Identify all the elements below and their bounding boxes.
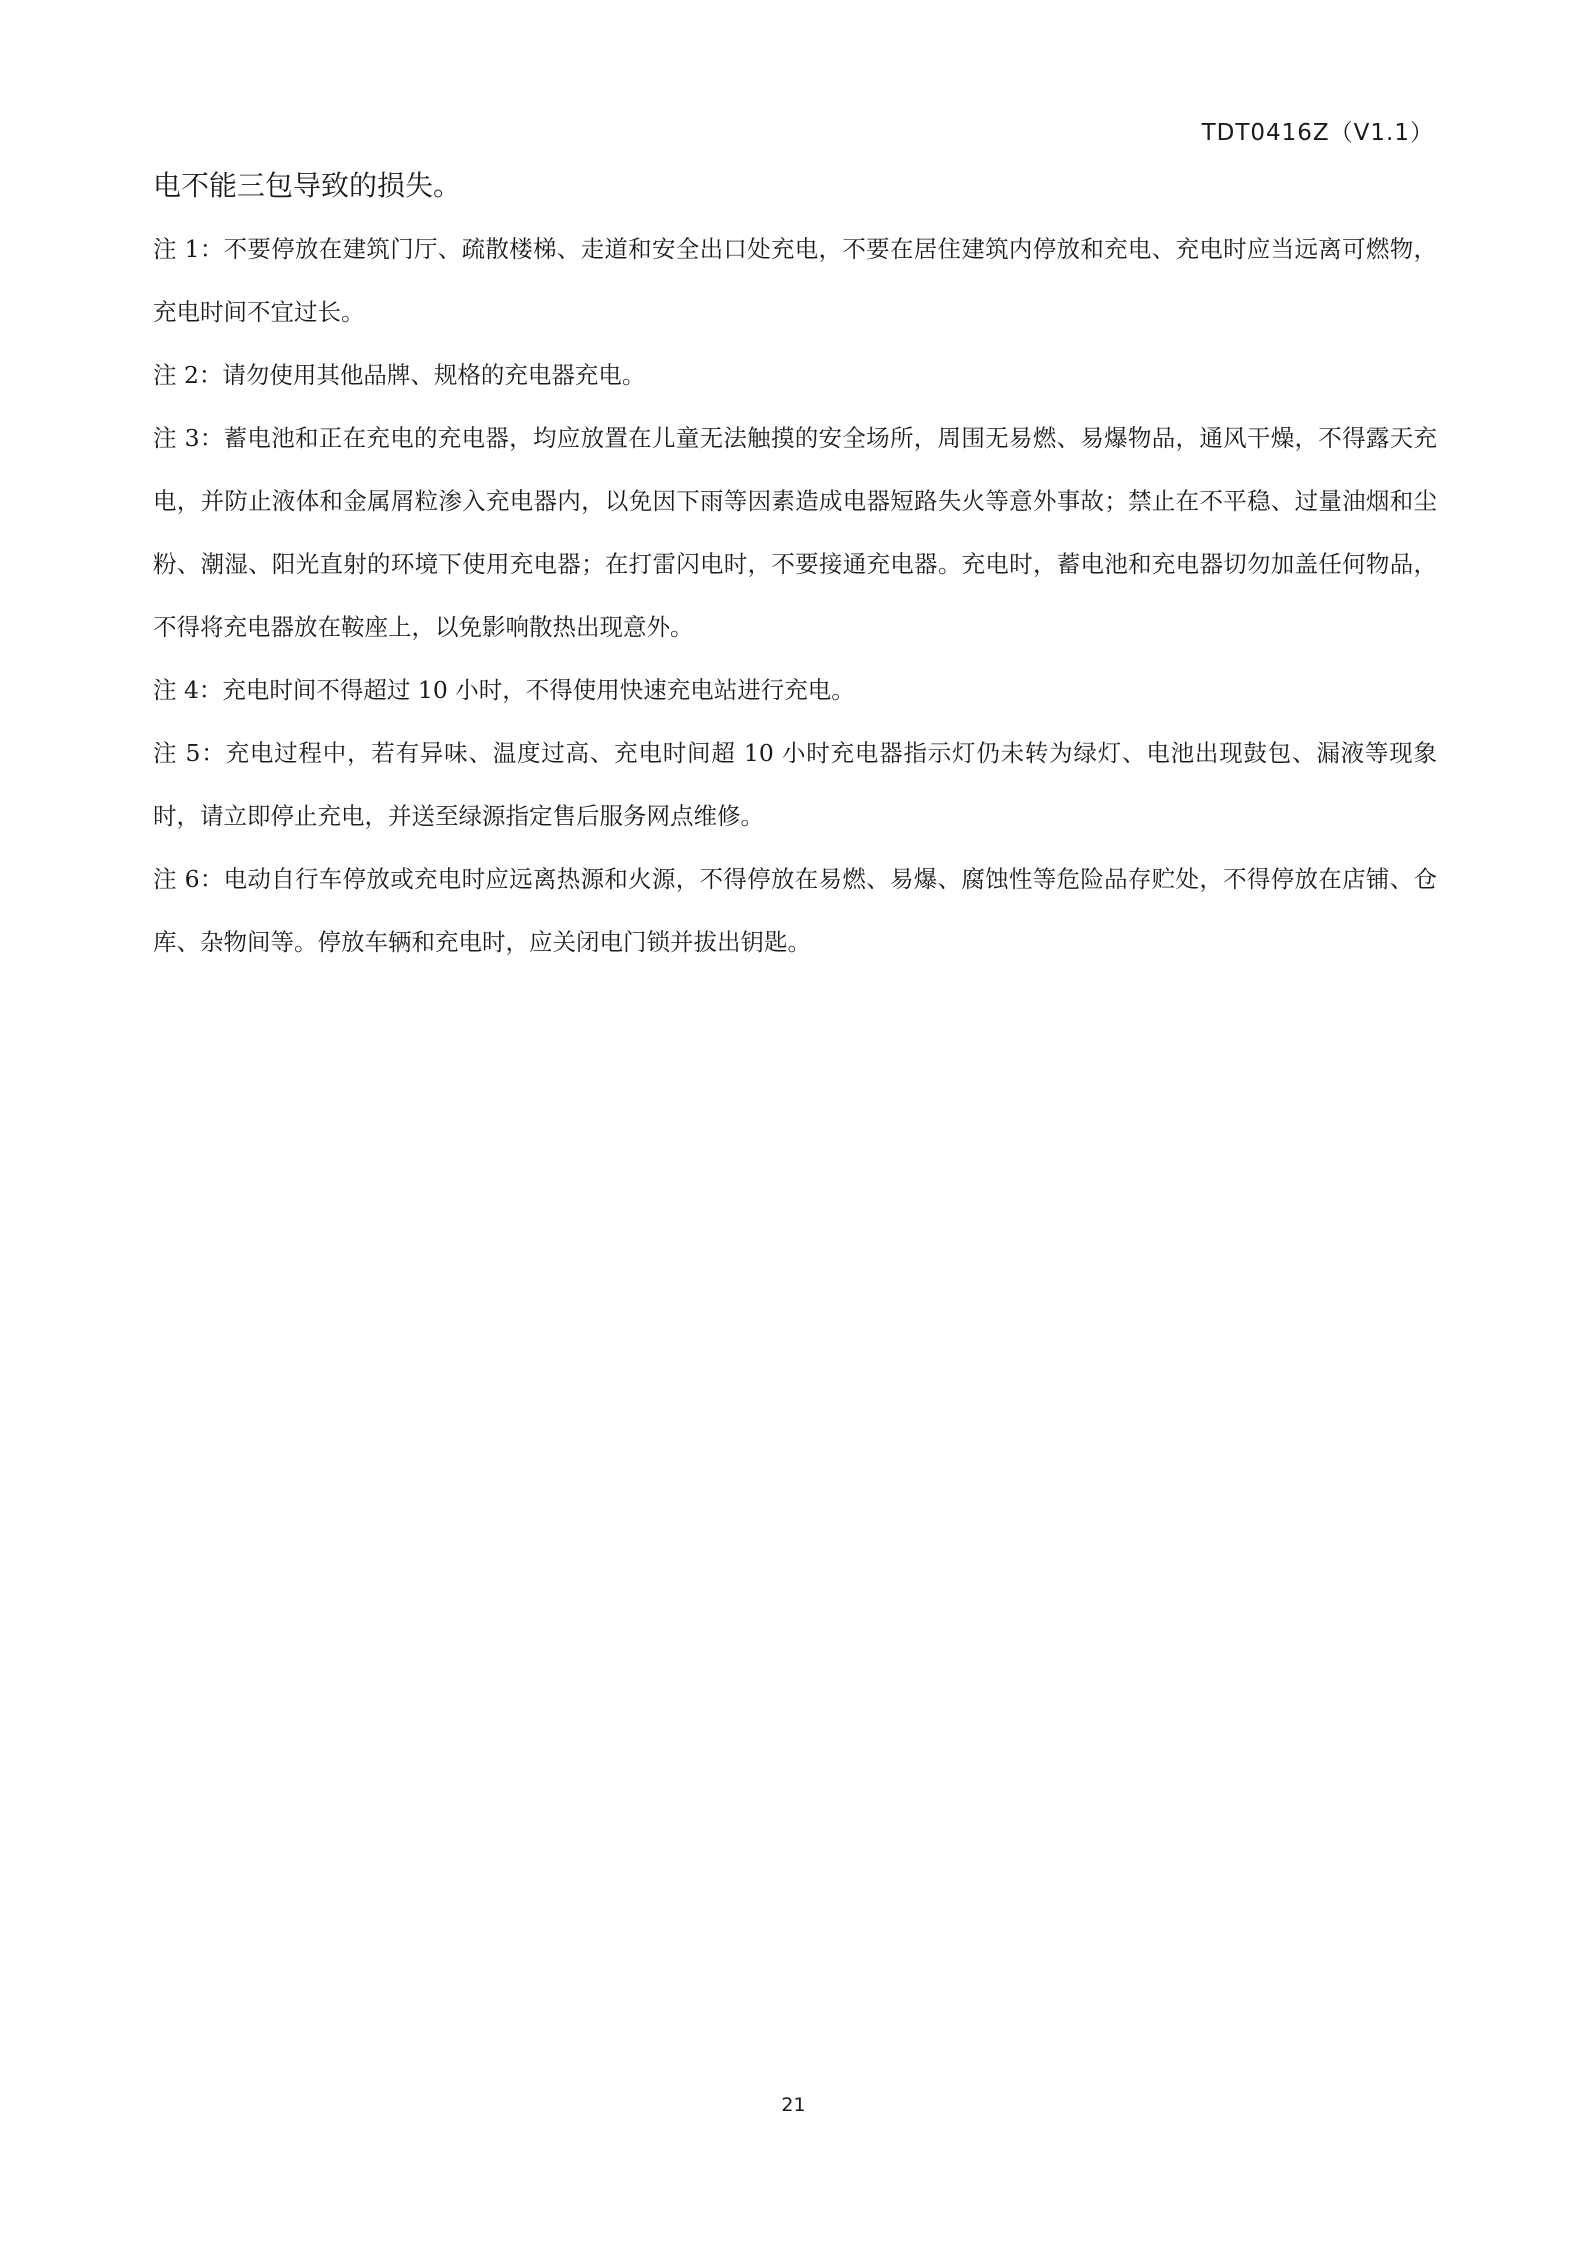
continued-paragraph: 电不能三包导致的损失。 — [153, 169, 462, 202]
note-1: 注 1：不要停放在建筑门厅、疏散楼梯、走道和安全出口处充电，不要在居住建筑内停放和充电、充电时应当远离可燃物，充电时间不宜过长。 — [153, 235, 1437, 326]
note-2: 注 2：请勿使用其他品牌、规格的充电器充电。 — [153, 361, 646, 389]
note-3: 注 3：蓄电池和正在充电的充电器，均应放置在儿童无法触摸的安全场所，周围无易燃、易爆物品，通风干燥，不得露天充电，并防止液体和金属屑粒渗入充电器内，以免因下雨等因素造成电器短路失火等意外事故；禁止在不平稳、过量油烟和尘粉、潮湿、阳光直射的环境下使用充电器；在打雷闪电时，不要接通充电器。充电时，蓄电池和充电器切勿加盖任何物品，不得将充电器放在鞍座上，以免影响散热出现意外。 — [153, 424, 1437, 641]
page-number: 21 — [781, 2094, 806, 2116]
note-4: 注 4：充电时间不得超过 10 小时，不得使用快速充电站进行充电。 — [153, 676, 855, 704]
document-id-header: TDT0416Z（V1.1） — [1201, 120, 1434, 146]
note-6: 注 6：电动自行车停放或充电时应远离热源和火源，不得停放在易燃、易爆、腐蚀性等危险品存贮处，不得停放在店铺、仓库、杂物间等。停放车辆和充电时，应关闭电门锁并拔出钥匙。 — [153, 865, 1437, 956]
page-content — [153, 164, 1437, 974]
note-5: 注 5：充电过程中，若有异味、温度过高、充电时间超 10 小时充电器指示灯仍未转为绿灯、电池出现鼓包、漏液等现象时，请立即停止充电，并送至绿源指定售后服务网点维修。 — [153, 739, 1437, 830]
